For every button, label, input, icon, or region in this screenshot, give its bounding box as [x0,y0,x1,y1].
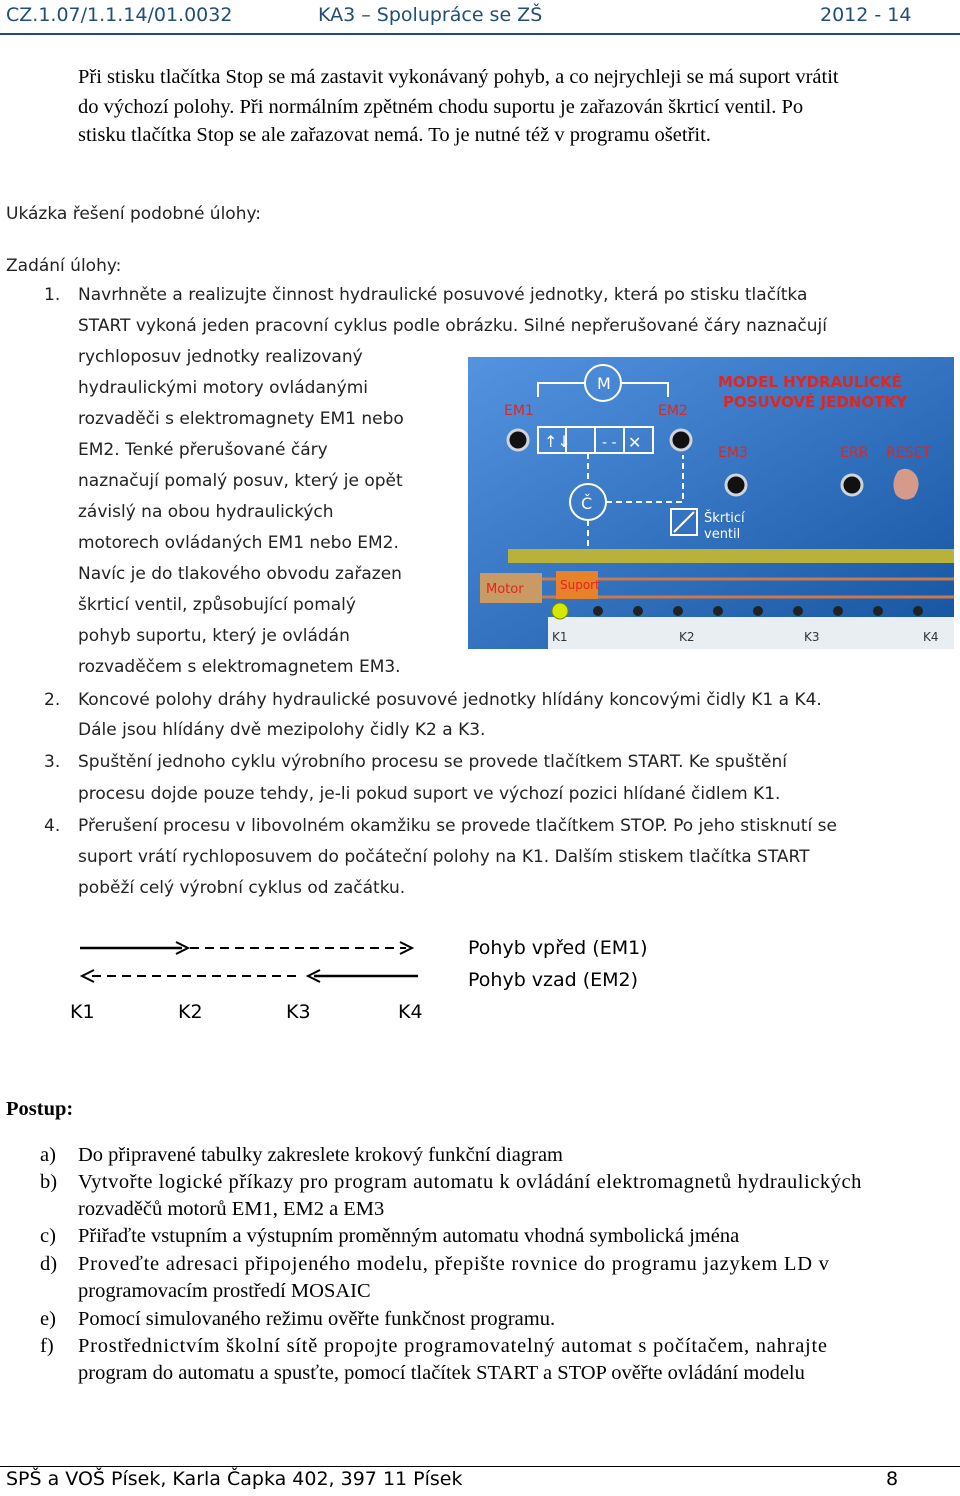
motor-m-label: M [597,374,611,393]
procedure-letter: c) [40,1225,56,1247]
procedure-line: rozvaděčů motorů EM1, EM2 a EM3 [78,1198,385,1220]
procedure-letter: f) [40,1335,54,1357]
item-line: procesu dojde pouze tehdy, je-li pokud suport ve výchozí pozici hlídané čidlem K1. [78,784,781,804]
item-line: škrticí ventil, způsobující pomalý [78,595,356,615]
em1-label: EM1 [504,403,534,419]
k2-sensor-label: K2 [679,630,695,644]
header-year: 2012 - 14 [820,4,912,26]
procedure-line: Do připravené tabulky zakreslete krokový funkční diagram [78,1144,563,1166]
procedure-letter: e) [40,1308,56,1330]
motion-legend-diagram [70,932,690,1032]
throttle-label-1: Škrticí [704,511,745,526]
hydraulic-model-photo [468,357,954,649]
em3-label: EM3 [718,445,748,461]
suport-label: Suport [560,578,600,592]
item-line: Navrhněte a realizujte činnost hydraulické posuvové jednotky, která po stisku tlačítka [78,285,808,305]
procedure-line: Vytvořte logické příkazy pro program automatu k ovládání elektromagnetů hydraulických [78,1171,862,1193]
item-number: 4. [44,816,61,836]
pump-label: Č [581,494,593,513]
procedure-line: Přiřaďte vstupním a výstupním proměnným automatu vhodná symbolická jména [78,1225,740,1247]
item-line: rozvaděčem s elektromagnetem EM3. [78,657,401,677]
item-line: hydraulickými motory ovládanými [78,378,368,398]
k1-position-label: K1 [70,1001,95,1023]
item-line: závislý na obou hydraulických [78,502,334,522]
item-line: Přerušení procesu v libovolném okamžiku se provede tlačítkem STOP. Po jeho stisknutí se [78,816,837,836]
item-number: 2. [44,690,61,710]
k4-position-label: K4 [398,1001,423,1023]
em1-button [508,430,528,450]
procedure-line: Proveďte adresaci připojeného modelu, přepište rovnice do programu jazykem LD v [78,1253,830,1275]
procedure-letter: b) [40,1171,58,1193]
page-header [0,0,960,34]
item-line: Spuštění jednoho cyklu výrobního procesu se provede tlačítkem START. Ke spuštění [78,752,787,772]
intro-line: do výchozí polohy. Při normálním zpětném chodu suportu je zařazován škrticí ventil. Po [78,96,804,118]
item-line: Navíc je do tlakového obvodu zařazen [78,564,402,584]
em3-button [726,475,746,495]
sensor-strip [548,617,954,649]
procedure-line: programovacím prostředí MOSAIC [78,1280,371,1302]
err-label: ERR [840,445,869,461]
item-number: 1. [44,285,61,305]
task-heading: Zadání úlohy: [6,256,122,276]
throttle-label-2: ventil [704,527,741,542]
backward-legend-text: Pohyb vzad (EM2) [468,969,639,991]
k1-indicator-led [552,603,568,619]
page-number: 8 [886,1468,899,1490]
header-rule [0,33,960,35]
svg-text:- -: - - [602,435,617,451]
item-line: EM2. Tenké přerušované čáry [78,440,328,460]
procedure-letter: a) [40,1144,56,1166]
em2-button [671,430,691,450]
intro-line: Při stisku tlačítka Stop se má zastavit vykonávaný pohyb, a co nejrychleji se má suport vrátit [78,66,839,88]
project-code: CZ.1.07/1.1.14/01.0032 [6,4,233,26]
procedure-line: Pomocí simulovaného režimu ověřte funkčnost programu. [78,1308,556,1330]
item-line: START vykoná jeden pracovní cyklus podle obrázku. Silné nepřerušované čáry naznačují [78,316,827,336]
k2-position-label: K2 [178,1001,203,1023]
motor-label: Motor [486,582,524,597]
item-line: Koncové polohy dráhy hydraulické posuvové jednotky hlídány koncovými čidly K1 a K4. [78,690,822,710]
item-line: motorech ovládaných EM1 nebo EM2. [78,533,399,553]
reset-label: RESET [886,445,931,461]
tank-strip [508,549,954,563]
k4-sensor-label: K4 [923,630,939,644]
svg-text:↑↓: ↑↓ [544,432,571,451]
model-title-line1: MODEL HYDRAULICKÉ [718,373,902,391]
intro-line: stisku tlačítka Stop se ale zařazovat nemá. To je nutné též v programu ošetřit. [78,124,711,146]
example-heading: Ukázka řešení podobné úlohy: [6,204,262,224]
item-number: 3. [44,752,61,772]
procedure-heading: Postup: [6,1098,74,1120]
footer-school: SPŠ a VOŠ Písek, Karla Čapka 402, 397 11 Písek [6,1468,463,1490]
k1-sensor-label: K1 [552,630,568,644]
err-button [842,475,862,495]
model-title-line2: POSUVOVÉ JEDNOTKY [723,393,907,411]
procedure-line: program do automatu a spusťte, pomocí tlačítek START a STOP ověřte ovládání modelu [78,1362,805,1384]
header-title: KA3 – Spolupráce se ZŠ [318,4,543,26]
footer-rule [0,1466,960,1467]
item-line: naznačují pomalý posuv, který je opět [78,471,403,491]
procedure-letter: d) [40,1253,58,1275]
k3-sensor-label: K3 [804,630,820,644]
item-line: pohyb suportu, který je ovládán [78,626,350,646]
k3-position-label: K3 [286,1001,311,1023]
item-line: rozvaděči s elektromagnety EM1 nebo [78,409,404,429]
procedure-line: Prostřednictvím školní sítě propojte programovatelný automat s počítačem, nahrajte [78,1335,828,1357]
svg-text:✕: ✕ [628,433,642,452]
item-line: rychloposuv jednotky realizovaný [78,347,363,367]
forward-legend-text: Pohyb vpřed (EM1) [468,937,648,959]
item-line: suport vrátí rychloposuvem do počáteční polohy na K1. Dalším stiskem tlačítka START [78,847,810,867]
em2-label: EM2 [658,403,688,419]
item-line: poběží celý výrobní cyklus od začátku. [78,878,406,898]
item-line: Dále jsou hlídány dvě mezipolohy čidly K2 a K3. [78,720,486,740]
